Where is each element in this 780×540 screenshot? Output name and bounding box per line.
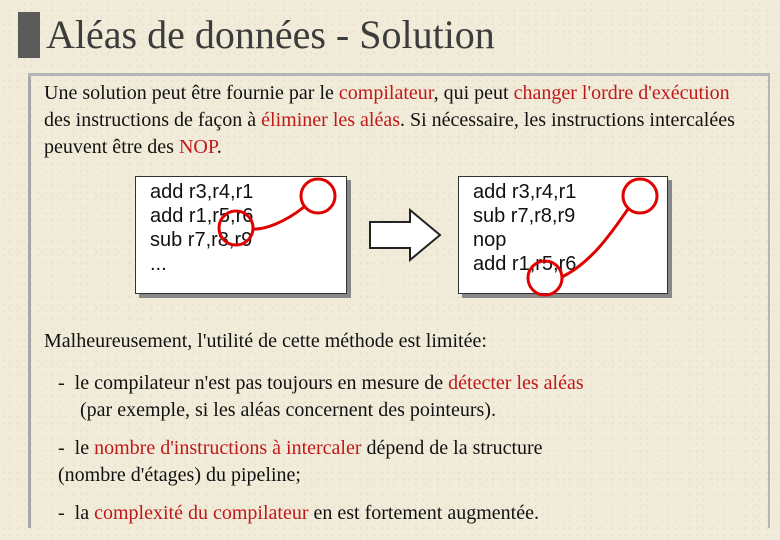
list-item-count-cont: (nombre d'étages) du pipeline; [58,464,301,486]
intro-text-3: des instructions de façon à [44,109,262,131]
right-arrow-icon [370,210,440,260]
list-dash: - [58,437,65,459]
intro-highlight-compilateur: compilateur [338,82,434,104]
list-item-count [58,435,543,462]
list-text: le compilateur n'est pas toujours en mesure de [74,372,449,394]
intro-text-5: . [216,136,222,158]
intro-text-4: . Si nécessaire, les instructions intercalées peuvent être des [44,109,735,158]
code-after-line: nop [473,229,507,251]
list-text: la [74,502,95,524]
list-item-detect [58,370,584,397]
intro-highlight-eliminer: éliminer les aléas [261,109,400,131]
code-after-line: add r1,r5,r6 [473,253,577,275]
code-before-line: ... [150,253,167,275]
code-before-line: add r1,r5,r6 [150,205,254,227]
intro-highlight-changer: changer [513,82,577,104]
list-item-complexity [58,500,539,527]
limitation-heading: Malheureusement, l'utilité de cette méthode est limitée: [44,330,487,352]
list-dash: - [58,502,65,524]
list-dash: - [58,372,65,394]
code-after-line: add r3,r4,r1 [473,181,577,203]
intro-text-2: , qui peut [433,82,514,104]
list-text: dépend de la structure [361,437,543,459]
list-highlight: détecter les aléas [448,372,584,394]
list-highlight: complexité du compilateur [94,502,309,524]
slide-title: Aléas de données - Solution [46,12,495,57]
list-text: le [74,437,95,459]
intro-highlight-ordre: l'ordre d'exécution [581,82,730,104]
highlight-circle-r1-dest [301,179,335,213]
list-item-detect-cont: (par exemple, si les aléas concernent des pointeurs). [80,399,496,421]
list-text: en est fortement augmentée. [308,502,539,524]
intro-text-1: Une solution peut être fournie par le [44,82,339,104]
code-before-line: sub r7,r8,r9 [150,229,253,251]
highlight-circle-r1-src [528,261,562,295]
code-after-line: sub r7,r8,r9 [473,205,576,227]
intro-highlight-nop: NOP [178,136,217,158]
dependency-link [252,207,304,229]
highlight-circle-r1-dest [623,179,657,213]
code-before-line: add r3,r4,r1 [150,181,254,203]
dependency-link [562,209,628,277]
highlight-circle-r1-src [219,211,253,245]
list-highlight: nombre d'instructions à intercaler [94,437,362,459]
